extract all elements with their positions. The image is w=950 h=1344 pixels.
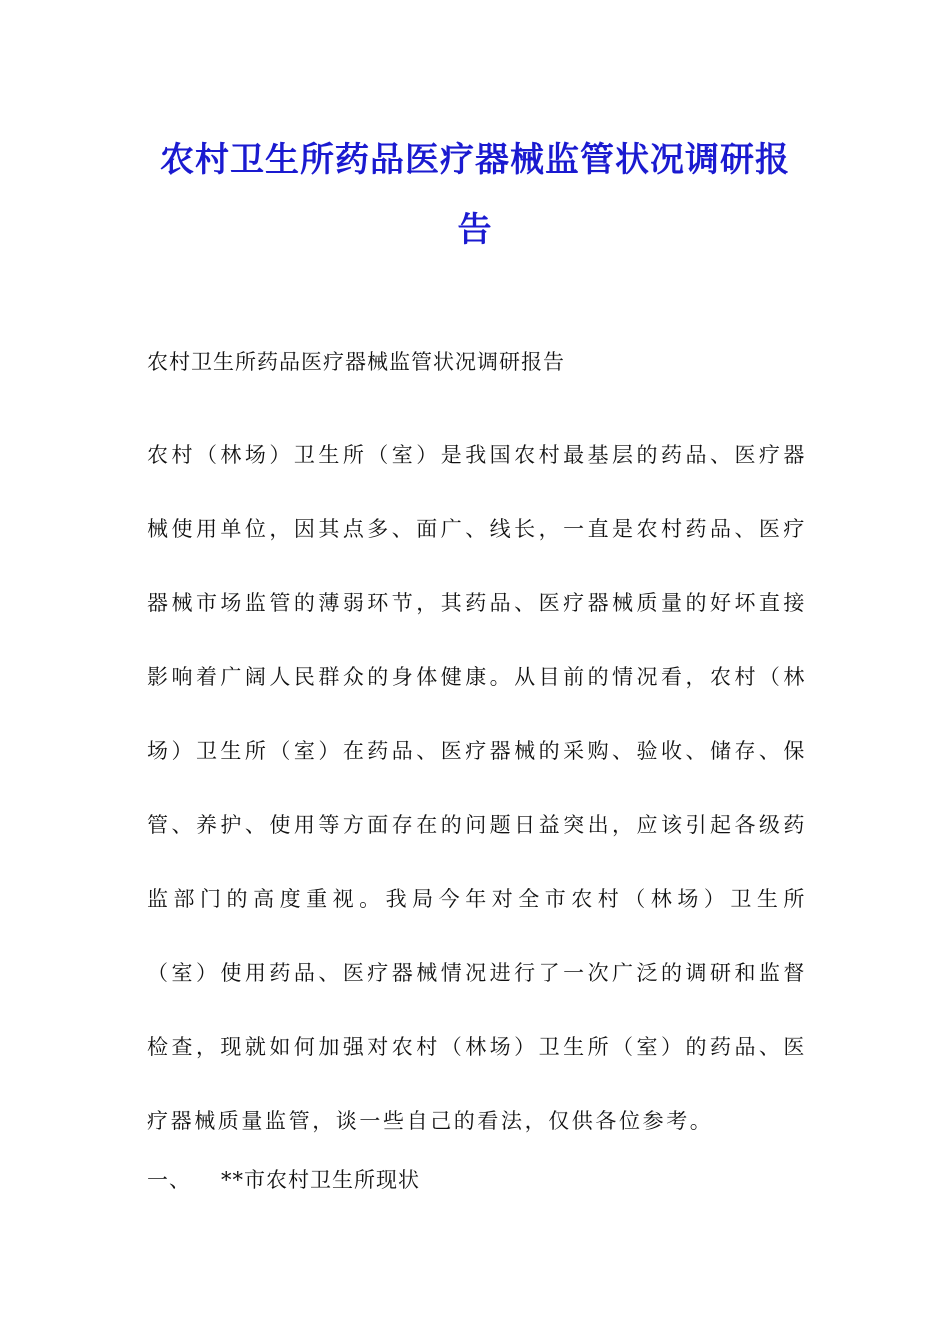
document-title-line-1: 农村卫生所药品医疗器械监管状况调研报 [160,140,790,180]
paragraph-line: 械使用单位，因其点多、面广、线长，一直是农村药品、医疗 [147,517,807,541]
paragraph-line: 器械市场监管的薄弱环节，其药品、医疗器械质量的好坏直接 [147,591,807,615]
paragraph-line: 管、养护、使用等方面存在的问题日益突出，应该引起各级药 [147,813,807,837]
section-heading [147,1164,807,1194]
paragraph-line: （室）使用药品、医疗器械情况进行了一次广泛的调研和监督 [147,961,807,985]
paragraph-line: 监部门的高度重视。我局今年对全市农村（林场）卫生所 [147,887,807,911]
paragraph-line: 影响着广阔人民群众的身体健康。从目前的情况看，农村（林 [147,665,807,689]
section-heading-text: **市农村卫生所现状 [221,1168,420,1192]
paragraph-line: 疗器械质量监管，谈一些自己的看法，仅供各位参考。 [147,1109,714,1133]
paragraph-line: 检查，现就如何加强对农村（林场）卫生所（室）的药品、医 [147,1035,807,1059]
document-subtitle: 农村卫生所药品医疗器械监管状况调研报告 [147,350,565,374]
paragraph-line: 场）卫生所（室）在药品、医疗器械的采购、验收、储存、保 [147,739,807,763]
document-title-line-2: 告 [457,210,493,250]
section-number: 一、 [147,1168,191,1192]
paragraph-line: 农村（林场）卫生所（室）是我国农村最基层的药品、医疗器 [147,443,807,467]
intro-paragraph [147,418,807,1158]
